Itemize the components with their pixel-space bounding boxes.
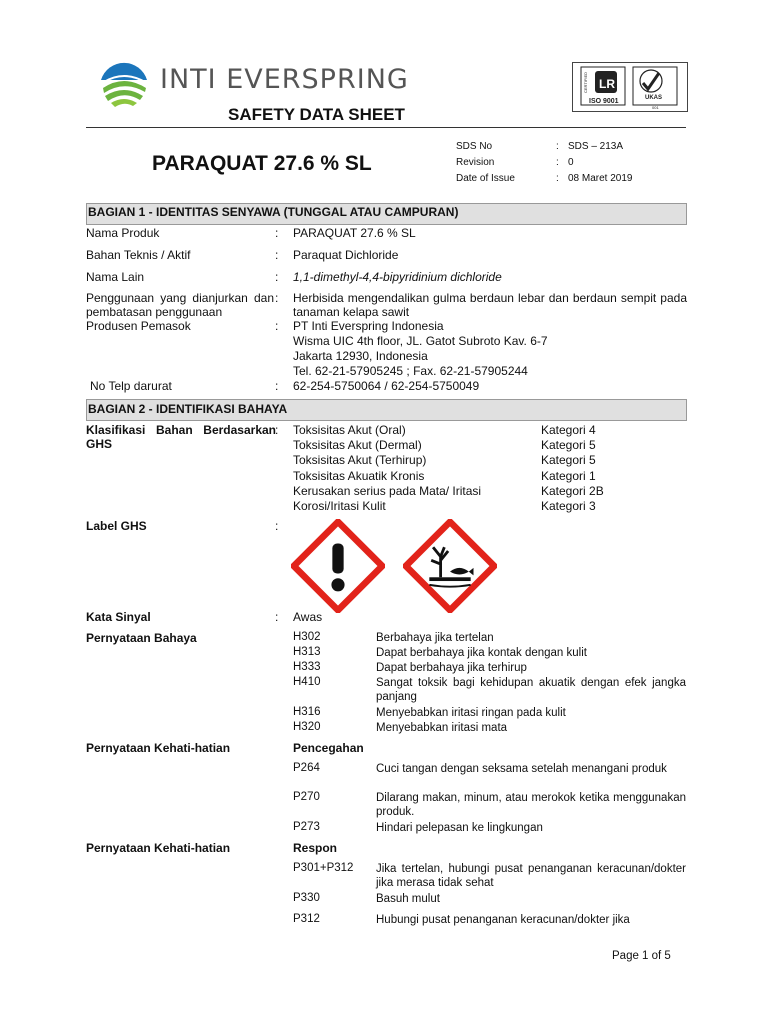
hazard-text: Dapat berbahaya jika kontak dengan kulit (376, 647, 587, 659)
product-name-value: PARAQUAT 27.6 % SL (293, 226, 416, 240)
hazard-text: Menyebabkan iritasi ringan pada kulit (376, 707, 566, 719)
colon: : (275, 248, 279, 262)
ukas-check-icon (643, 73, 659, 89)
hazard-text: Sangat toksik bagi kehidupan akuatik dengan efek jangka panjang (376, 677, 686, 703)
hazard-class: Toksisitas Akut (Terhirup) (293, 453, 427, 467)
header-divider (86, 127, 686, 128)
response-heading: Respon (293, 841, 338, 855)
lr-mark: LR (599, 77, 615, 91)
precaution-code: P273 (293, 821, 320, 833)
active-ingredient-value: Paraquat Dichloride (293, 248, 399, 262)
meta-colon: : (556, 157, 559, 168)
document-title: SAFETY DATA SHEET (228, 105, 405, 124)
meta-colon: : (556, 173, 559, 184)
signal-label: Kata Sinyal (86, 610, 151, 624)
colon: : (275, 270, 279, 284)
hazard-code: H410 (293, 676, 321, 688)
precaution-text: Dilarang makan, minum, atau merokok ketika menggunakan produk. (376, 792, 686, 818)
precaution-text: Hubungi pusat penanganan keracunan/dokter jika (376, 914, 630, 926)
meta-label: Revision (456, 157, 495, 168)
field-label: Nama Lain (86, 270, 145, 284)
hazard-category: Kategori 5 (541, 453, 596, 467)
company-logo (98, 58, 150, 110)
precaution-label: Pernyataan Kehati-hatian (86, 741, 231, 755)
supplier-line: PT Inti Everspring Indonesia (293, 319, 444, 333)
page-number: Page 1 of 5 (612, 950, 671, 962)
meta-label: SDS No (456, 141, 493, 152)
emergency-phone-value: 62-254-5750064 / 62-254-5750049 (293, 379, 480, 393)
hazard-category: Kategori 4 (541, 423, 596, 437)
colon: : (275, 610, 279, 624)
section-1-title: BAGIAN 1 - IDENTITAS SENYAWA (TUNGGAL ATAU CAMPURAN) (88, 205, 459, 219)
colon: : (275, 519, 279, 533)
exclamation-mark-icon (291, 519, 385, 613)
colon: : (275, 423, 279, 437)
hazard-text: Menyebabkan iritasi mata (376, 722, 508, 734)
field-label: Nama Produk (86, 226, 160, 240)
hazard-class: Toksisitas Akut (Oral) (293, 423, 406, 437)
prevention-heading: Pencegahan (293, 741, 364, 755)
field-label: Penggunaan yang dianjurkan dan pembatasan penggunaan (86, 291, 274, 319)
usage-value: Herbisida mengendalikan gulma berdaun lebar dan berdaun sempit pada tanaman kelapa sawit (293, 291, 687, 319)
other-name-value: 1,1-dimethyl-4,4-bipyridinium dichloride (293, 270, 502, 284)
hazard-category: Kategori 1 (541, 469, 596, 483)
colon: : (275, 291, 279, 305)
field-label: Bahan Teknis / Aktif (86, 248, 191, 262)
hazard-code: H313 (293, 646, 321, 658)
precaution-text: Jika tertelan, hubungi pusat penanganan keracunan/dokter jika merasa tidak sehat (376, 863, 686, 889)
iso-certification-badge (572, 62, 688, 112)
environment-hazard-icon (403, 519, 497, 613)
meta-colon: : (556, 141, 559, 152)
brand-name: INTI EVERSPRING (160, 64, 409, 95)
hazard-category: Kategori 5 (541, 438, 596, 452)
hazard-class: Toksisitas Akuatik Kronis (293, 469, 425, 483)
ukas-label: UKAS (645, 95, 663, 101)
ukas-code: 001 (652, 105, 659, 110)
precaution-text: Basuh mulut (376, 893, 440, 905)
precaution-code: P330 (293, 892, 320, 904)
field-label: Produsen Pemasok (86, 319, 191, 333)
precaution-text: Cuci tangan dengan seksama setelah menangani produk (376, 763, 667, 775)
hazard-code: H302 (293, 631, 321, 643)
supplier-line: Jakarta 12930, Indonesia (293, 349, 428, 363)
hazard-text: Berbahaya jika tertelan (376, 632, 494, 644)
hazard-class: Toksisitas Akut (Dermal) (293, 438, 422, 452)
precaution-code: P264 (293, 762, 320, 774)
hazard-text: Dapat berbahaya jika terhirup (376, 662, 527, 674)
field-label: No Telp darurat (90, 379, 172, 393)
supplier-line: Tel. 62-21-57905245 ; Fax. 62-21-57905244 (293, 364, 528, 378)
colon: : (275, 226, 279, 240)
product-title: PARAQUAT 27.6 % SL (152, 152, 372, 175)
colon: : (275, 319, 279, 333)
ghs-label: Label GHS (86, 519, 147, 533)
precaution-code: P301+P312 (293, 862, 354, 874)
issue-date: 08 Maret 2019 (568, 173, 633, 184)
iso-label: ISO 9001 (589, 98, 619, 105)
colon: : (275, 379, 279, 393)
certified-label: CERTIFIED (583, 71, 588, 93)
signal-word: Awas (293, 610, 323, 624)
hazard-category: Kategori 3 (541, 499, 596, 513)
precaution-label: Pernyataan Kehati-hatian (86, 841, 231, 855)
precaution-text: Hindari pelepasan ke lingkungan (376, 822, 543, 834)
hazard-code: H333 (293, 661, 321, 673)
meta-label: Date of Issue (456, 173, 515, 184)
hazard-code: H320 (293, 721, 321, 733)
hazard-code: H316 (293, 706, 321, 718)
hazard-class: Kerusakan serius pada Mata/ Iritasi (293, 484, 482, 498)
hazard-category: Kategori 2B (541, 484, 604, 498)
precaution-code: P312 (293, 913, 320, 925)
supplier-line: Wisma UIC 4th floor, JL. Gatot Subroto Kav. 6-7 (293, 334, 548, 348)
hazard-class: Korosi/Iritasi Kulit (293, 499, 386, 513)
section-2-title: BAGIAN 2 - IDENTIFIKASI BAHAYA (88, 402, 288, 416)
precaution-code: P270 (293, 791, 320, 803)
hazard-statement-label: Pernyataan Bahaya (86, 631, 197, 645)
classification-label: Klasifikasi Bahan Berdasarkan GHS (86, 423, 276, 451)
sds-number: SDS – 213A (568, 141, 624, 152)
revision-number: 0 (568, 157, 574, 168)
